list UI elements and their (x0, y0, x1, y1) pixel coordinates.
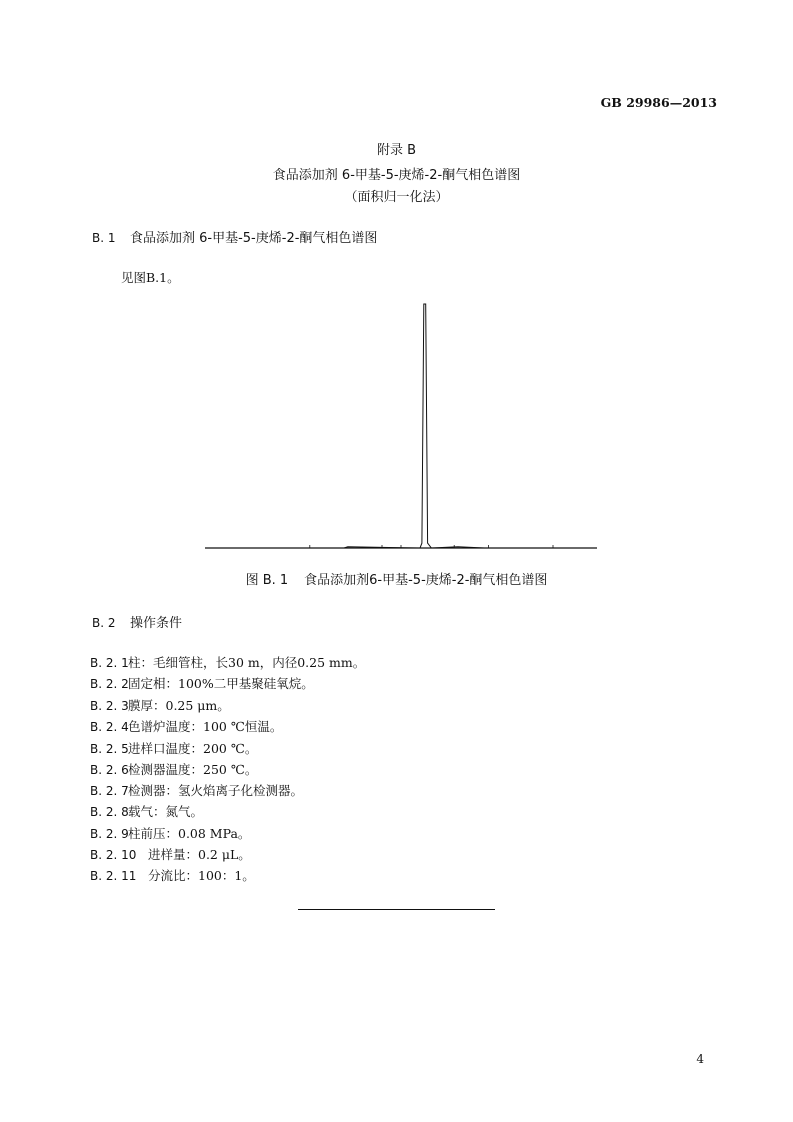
clause-text: 分流比：100：1。 (148, 868, 255, 883)
clause-number: B. 2. 3 (90, 699, 129, 713)
section-b2-title: 操作条件 (130, 616, 183, 631)
standard-number: 29986—2013 (626, 95, 717, 110)
standard-prefix: GB (600, 95, 622, 110)
clause-text: 色谱炉温度：100 ℃恒温。 (128, 719, 283, 734)
clause-number: B. 2. 11 (90, 869, 137, 883)
appendix-label: 附录 B (376, 143, 417, 158)
clause-b2-5 (90, 739, 257, 757)
clause-number: B. 2. 7 (90, 784, 129, 798)
figure-caption (0, 569, 793, 588)
appendix-title: 食品添加剂 6-甲基-5-庚烯-2-酮气相色谱图 (272, 168, 521, 183)
clause-b2-4 (90, 717, 282, 735)
clause-number: B. 2. 5 (90, 742, 129, 756)
clause-number: B. 2. 1 (90, 656, 129, 670)
clause-text: 膜厚：0.25 μm。 (128, 698, 230, 713)
section-b2-heading (92, 612, 182, 631)
chromatogram-point (424, 304, 425, 305)
chromatogram-point (458, 547, 459, 548)
appendix-subtitle: （面积归一化法） (344, 190, 449, 205)
chromatogram-point (287, 548, 288, 549)
figure-caption-text: 食品添加剂6-甲基-5-庚烯-2-酮气相色谱图 (304, 573, 548, 588)
clause-text: 载气：氮气。 (128, 804, 204, 819)
chromatogram-point (425, 304, 426, 305)
section-b1-number: B. 1 (92, 231, 116, 245)
clause-number: B. 2. 8 (90, 805, 129, 819)
figure-caption-number: 图 B. 1 (245, 573, 289, 588)
clause-number: B. 2. 6 (90, 763, 129, 777)
chromatogram-point (591, 548, 592, 549)
clause-text: 进样量：0.2 μL。 (148, 847, 251, 862)
chromatogram-point (420, 548, 421, 549)
chromatogram-point (344, 548, 345, 549)
clause-number: B. 2. 4 (90, 720, 129, 734)
clause-text: 检测器温度：250 ℃。 (128, 762, 258, 777)
chromatogram-chart (205, 298, 597, 554)
standard-code (601, 95, 717, 110)
section-b1-intro: 见图B.1。 (121, 270, 180, 285)
clause-b2-2 (90, 674, 314, 692)
chromatogram-point (422, 543, 423, 544)
chromatogram-point (348, 547, 349, 548)
clause-b2-8 (90, 802, 203, 820)
clause-b2-9 (90, 824, 250, 842)
end-rule (298, 909, 495, 910)
clause-b2-3 (90, 696, 230, 714)
page-number: 4 (696, 1052, 704, 1066)
chromatogram-trace (211, 304, 591, 548)
clause-b2-6 (90, 760, 257, 778)
section-b1-heading (92, 227, 377, 246)
clause-number: B. 2. 9 (90, 827, 129, 841)
clause-b2-1 (90, 653, 365, 671)
clause-b2-11 (90, 866, 255, 884)
clause-text: 固定相：100%二甲基聚硅氧烷。 (128, 676, 314, 691)
chromatogram-point (484, 548, 485, 549)
chromatogram-point (211, 548, 212, 549)
clause-number: B. 2. 10 (90, 848, 137, 862)
clause-text: 柱前压：0.08 MPa。 (128, 826, 251, 841)
chromatogram-point (431, 548, 432, 549)
clause-text: 检测器：氢火焰离子化检测器。 (128, 783, 304, 798)
clause-b2-7 (90, 781, 303, 799)
section-b1-title: 食品添加剂 6-甲基-5-庚烯-2-酮气相色谱图 (130, 231, 378, 246)
clause-b2-10 (90, 845, 251, 863)
section-b2-number: B. 2 (92, 616, 116, 630)
clause-text: 柱：毛细管柱，长30 m，内径0.25 mm。 (128, 655, 366, 670)
chromatogram-point (427, 543, 428, 544)
clause-text: 进样口温度：200 ℃。 (128, 741, 258, 756)
clause-number: B. 2. 2 (90, 677, 129, 691)
